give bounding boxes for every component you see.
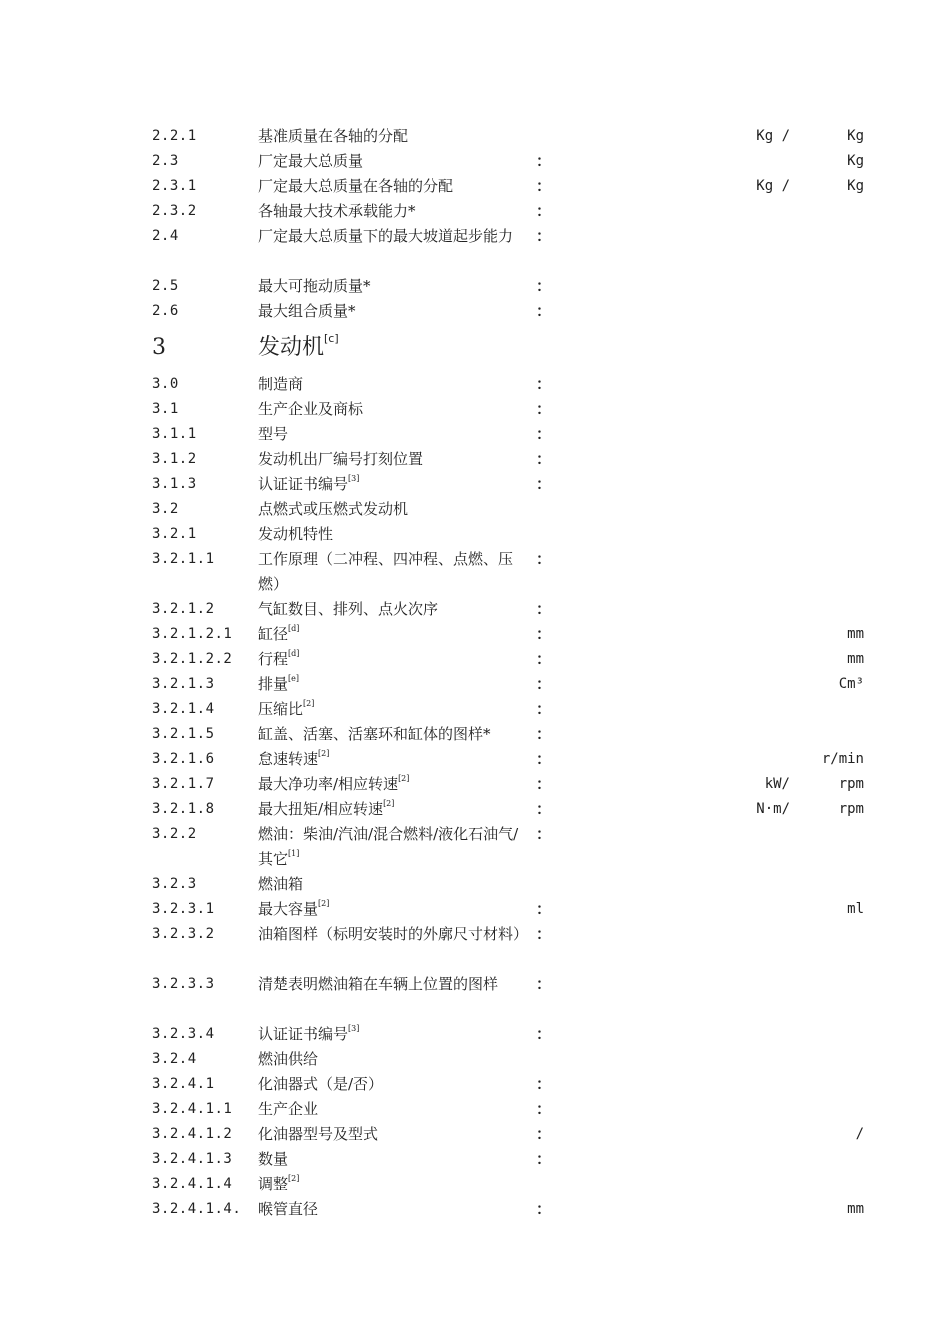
spec-row — [0, 922, 950, 972]
row-label-text: 最大净功率/相应转速 — [258, 775, 399, 793]
row-number: 3.2.3.4 — [152, 1026, 215, 1042]
spec-row — [0, 672, 950, 697]
footnote-ref: [2] — [288, 1174, 300, 1183]
row-number: 3.2.4.1.4 — [152, 1176, 233, 1192]
row-unit-secondary: / — [855, 1126, 864, 1142]
row-unit-primary: Kg / — [756, 128, 790, 144]
row-colon: ： — [536, 925, 552, 943]
footnote-ref: [d] — [288, 649, 300, 658]
row-label — [258, 672, 523, 697]
row-colon: ： — [536, 750, 552, 768]
row-number: 3.2.1.6 — [152, 751, 215, 767]
row-number: 3.1.1 — [152, 426, 197, 442]
spec-row — [0, 174, 950, 199]
spec-row — [0, 822, 950, 872]
row-number: 3.2.4.1.1 — [152, 1101, 233, 1117]
row-label: 生产企业 — [258, 1100, 319, 1118]
row-number: 3.2.2 — [152, 826, 197, 842]
row-label — [258, 472, 523, 497]
footnote-ref: [2] — [383, 799, 395, 808]
row-number: 3.0 — [152, 376, 179, 392]
row-colon: ： — [536, 775, 552, 793]
section-number: 3 — [152, 335, 167, 360]
row-colon: ： — [536, 227, 552, 245]
row-number: 2.6 — [152, 303, 179, 319]
row-label: 基准质量在各轴的分配 — [258, 127, 409, 145]
row-number: 3.1 — [152, 401, 179, 417]
row-label: 厂定最大总质量下的最大坡道起步能力 — [258, 227, 514, 245]
row-number: 3.2.4.1.2 — [152, 1126, 233, 1142]
spec-row — [0, 597, 950, 622]
spec-row — [0, 397, 950, 422]
spec-row — [0, 124, 950, 149]
row-label: 化油器型号及型式 — [258, 1125, 379, 1143]
row-label: 各轴最大技术承载能力* — [258, 202, 416, 220]
spec-row — [0, 1122, 950, 1147]
row-colon: ： — [536, 725, 552, 743]
row-number: 2.4 — [152, 228, 179, 244]
row-number: 2.2.1 — [152, 128, 197, 144]
footnote-ref: [2] — [318, 749, 330, 758]
spec-row — [0, 1047, 950, 1072]
row-colon: ： — [536, 650, 552, 668]
row-colon: ： — [536, 400, 552, 418]
row-label-text: 认证证书编号 — [258, 475, 349, 493]
row-number: 3.2.1.4 — [152, 701, 215, 717]
row-number: 3.2.1 — [152, 526, 197, 542]
spec-row — [0, 1197, 950, 1222]
footnote-ref: [1] — [288, 849, 300, 858]
row-number: 3.2.1.2.2 — [152, 651, 233, 667]
row-label — [258, 772, 523, 797]
row-label-text: 缸径 — [258, 625, 289, 643]
row-number: 3.2.1.8 — [152, 801, 215, 817]
row-colon: ： — [536, 375, 552, 393]
spec-row — [0, 697, 950, 722]
row-label-text: 行程 — [258, 650, 289, 668]
spec-row — [0, 372, 950, 397]
spec-document — [0, 124, 950, 1222]
row-colon: ： — [536, 1200, 552, 1218]
row-label-text: 调整 — [258, 1175, 289, 1193]
row-colon: ： — [536, 425, 552, 443]
row-unit-secondary: mm — [847, 1201, 864, 1217]
spec-row — [0, 972, 950, 1022]
row-colon: ： — [536, 600, 552, 618]
row-label: 型号 — [258, 425, 289, 443]
row-number: 3.2.1.3 — [152, 676, 215, 692]
spec-row — [0, 897, 950, 922]
row-label-text: 燃油：柴油/汽油/混合燃料/液化石油气/其它 — [258, 825, 519, 868]
row-colon: ： — [536, 1150, 552, 1168]
row-colon: ： — [536, 202, 552, 220]
row-colon: ： — [536, 675, 552, 693]
row-label: 厂定最大总质量 — [258, 152, 364, 170]
row-colon: ： — [536, 550, 552, 568]
spec-row — [0, 447, 950, 472]
row-colon: ： — [536, 302, 552, 320]
row-colon: ： — [536, 1025, 552, 1043]
row-number: 3.2.4.1.3 — [152, 1151, 233, 1167]
row-colon: ： — [536, 277, 552, 295]
row-colon: ： — [536, 900, 552, 918]
footnote-ref: [e] — [288, 674, 299, 683]
row-number: 3.2.3.1 — [152, 901, 215, 917]
footnote-ref: [3] — [348, 474, 360, 483]
row-label — [258, 622, 523, 647]
spec-row — [0, 472, 950, 497]
row-number: 3.1.3 — [152, 476, 197, 492]
spec-row — [0, 422, 950, 447]
row-unit-primary: Kg / — [756, 178, 790, 194]
spec-row — [0, 1147, 950, 1172]
row-label: 燃油箱 — [258, 875, 304, 893]
row-colon: ： — [536, 450, 552, 468]
row-number: 2.3 — [152, 153, 179, 169]
row-label: 工作原理（二冲程、四冲程、点燃、压燃） — [258, 550, 514, 593]
footnote-ref: [2] — [398, 774, 410, 783]
row-colon: ： — [536, 975, 552, 993]
row-label — [258, 822, 523, 872]
row-label: 最大可拖动质量* — [258, 277, 371, 295]
spec-row — [0, 522, 950, 547]
row-number: 3.2.4.1.4. — [152, 1201, 242, 1217]
spec-row — [0, 299, 950, 324]
row-number: 3.2.1.7 — [152, 776, 215, 792]
row-colon: ： — [536, 825, 552, 843]
row-label: 点燃式或压燃式发动机 — [258, 500, 409, 518]
row-label: 发动机出厂编号打刻位置 — [258, 450, 424, 468]
spec-row — [0, 224, 950, 274]
row-label-text: 认证证书编号 — [258, 1025, 349, 1043]
row-label-text: 排量 — [258, 675, 289, 693]
spec-row — [0, 1072, 950, 1097]
row-unit-secondary: Kg — [847, 153, 864, 169]
spec-row — [0, 274, 950, 299]
footnote-ref: [3] — [348, 1024, 360, 1033]
spec-row — [0, 747, 950, 772]
footnote-ref: [c] — [324, 332, 339, 345]
row-colon: ： — [536, 700, 552, 718]
row-label: 制造商 — [258, 375, 304, 393]
spec-row — [0, 1172, 950, 1197]
row-number: 3.2.4.1 — [152, 1076, 215, 1092]
row-label — [258, 747, 523, 772]
row-label: 气缸数目、排列、点火次序 — [258, 600, 439, 618]
row-label: 数量 — [258, 1150, 289, 1168]
row-colon: ： — [536, 1075, 552, 1093]
row-number: 2.3.2 — [152, 203, 197, 219]
row-number: 3.2.1.5 — [152, 726, 215, 742]
row-number: 3.2 — [152, 501, 179, 517]
spec-row — [0, 497, 950, 522]
row-label: 清楚表明燃油箱在车辆上位置的图样 — [258, 975, 499, 993]
row-colon: ： — [536, 1100, 552, 1118]
spec-row — [0, 1097, 950, 1122]
row-label — [258, 897, 523, 922]
row-unit-secondary: Kg — [847, 178, 864, 194]
row-unit-secondary: Cm³ — [838, 676, 864, 692]
section-heading — [0, 324, 950, 372]
section-title-text: 发动机 — [258, 335, 325, 360]
row-colon: ： — [536, 800, 552, 818]
spec-row — [0, 722, 950, 747]
row-colon: ： — [536, 177, 552, 195]
row-number: 3.2.1.2 — [152, 601, 215, 617]
row-label: 燃油供给 — [258, 1050, 319, 1068]
spec-row — [0, 797, 950, 822]
row-number: 3.2.4 — [152, 1051, 197, 1067]
row-number: 3.2.3.2 — [152, 926, 215, 942]
row-unit-secondary: rpm — [838, 776, 864, 792]
spec-row — [0, 647, 950, 672]
footnote-ref: [2] — [303, 699, 315, 708]
section-title — [258, 324, 523, 372]
spec-row — [0, 199, 950, 224]
row-number: 2.5 — [152, 278, 179, 294]
row-number: 3.2.1.1 — [152, 551, 215, 567]
row-label: 油箱图样（标明安装时的外廓尺寸材料） — [258, 925, 529, 943]
row-label: 厂定最大总质量在各轴的分配 — [258, 177, 454, 195]
row-colon: ： — [536, 475, 552, 493]
row-label-text: 最大扭矩/相应转速 — [258, 800, 384, 818]
spec-row — [0, 872, 950, 897]
row-unit-secondary: ml — [847, 901, 864, 917]
row-unit-secondary: Kg — [847, 128, 864, 144]
row-label — [258, 1172, 523, 1197]
row-label — [258, 797, 523, 822]
row-number: 3.2.3.3 — [152, 976, 215, 992]
row-label — [258, 1022, 523, 1047]
row-unit-secondary: mm — [847, 651, 864, 667]
spec-row — [0, 772, 950, 797]
footnote-ref: [2] — [318, 899, 330, 908]
row-label: 发动机特性 — [258, 525, 334, 543]
row-unit-secondary: r/min — [821, 751, 864, 767]
row-unit-primary: kW/ — [764, 776, 790, 792]
row-unit-secondary: mm — [847, 626, 864, 642]
row-unit-primary: N·m/ — [756, 801, 790, 817]
row-number: 3.1.2 — [152, 451, 197, 467]
row-label-text: 怠速转速 — [258, 750, 319, 768]
spec-row — [0, 622, 950, 647]
row-number: 2.3.1 — [152, 178, 197, 194]
row-label: 喉管直径 — [258, 1200, 319, 1218]
spec-row — [0, 1022, 950, 1047]
row-colon: ： — [536, 625, 552, 643]
row-label: 生产企业及商标 — [258, 400, 364, 418]
spec-row — [0, 149, 950, 174]
row-label: 缸盖、活塞、活塞环和缸体的图样* — [258, 725, 491, 743]
row-number: 3.2.1.2.1 — [152, 626, 233, 642]
row-unit-secondary: rpm — [838, 801, 864, 817]
row-number: 3.2.3 — [152, 876, 197, 892]
spec-row — [0, 547, 950, 597]
row-label — [258, 647, 523, 672]
row-label — [258, 697, 523, 722]
row-label-text: 最大容量 — [258, 900, 319, 918]
row-label: 化油器式（是/否） — [258, 1075, 384, 1093]
footnote-ref: [d] — [288, 624, 300, 633]
row-colon: ： — [536, 1125, 552, 1143]
row-label-text: 压缩比 — [258, 700, 304, 718]
row-colon: ： — [536, 152, 552, 170]
row-label: 最大组合质量* — [258, 302, 356, 320]
